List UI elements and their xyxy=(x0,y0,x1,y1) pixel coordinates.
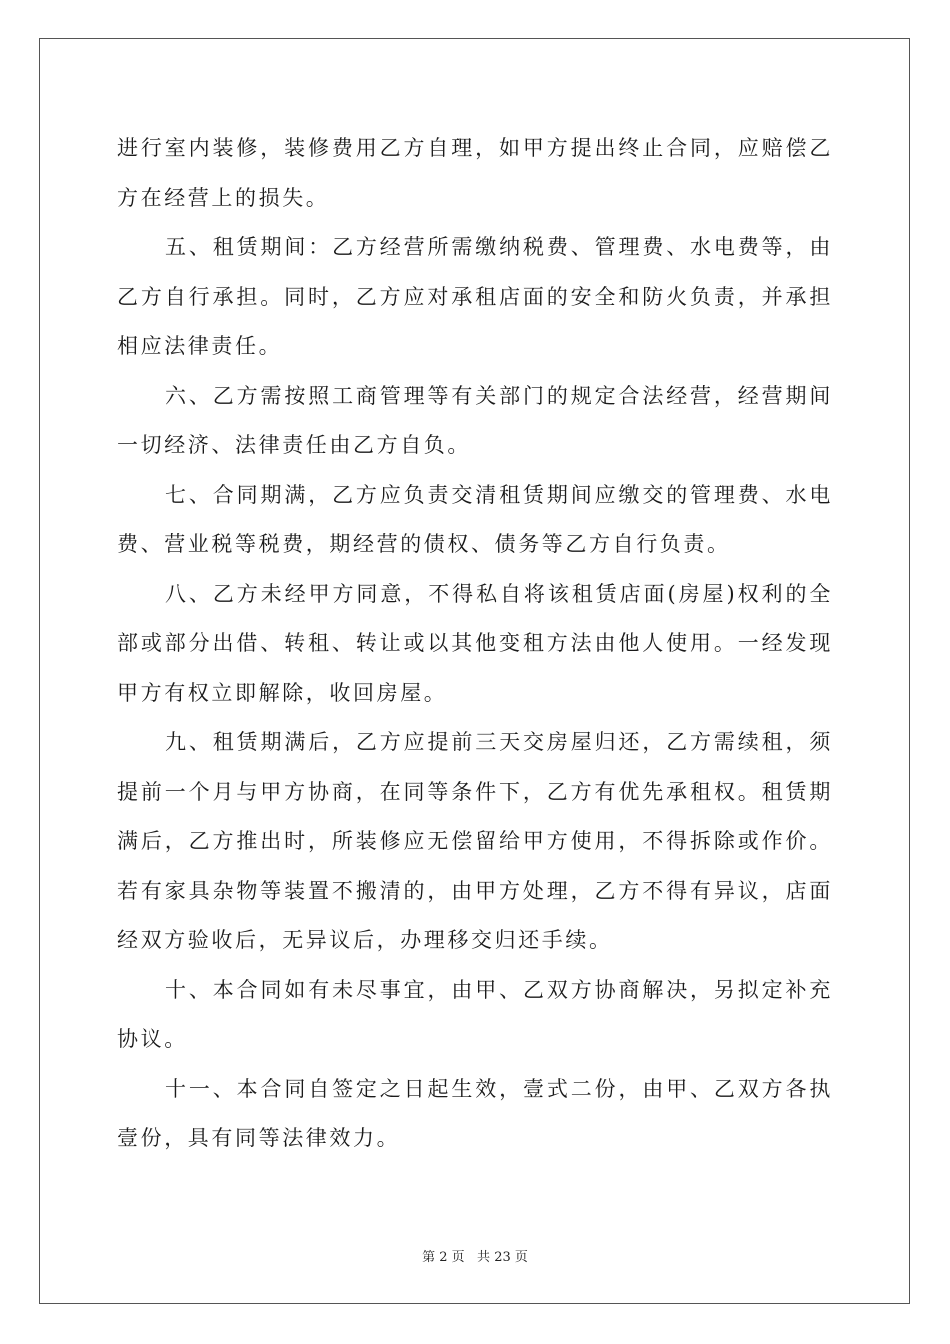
paragraph-clause-7: 七、合同期满，乙方应负责交清租赁期间应缴交的管理费、水电费、营业税等税费，期经营的债权、债务等乙方自行负责。 xyxy=(117,482,833,556)
paragraph-clause-9: 九、租赁期满后，乙方应提前三天交房屋归还，乙方需续租，须提前一个月与甲方协商，在同等条件下，乙方有优先承租权。租赁期满后，乙方推出时，所装修应无偿留给甲方使用，不得拆除或作价。若有家具杂物等装置不搬清的，由甲方处理，乙方不得有异议，店面经双方验收后，无异议后，办理移交归还手续。 xyxy=(117,730,833,952)
paragraph-clause-8: 八、乙方未经甲方同意，不得私自将该租赁店面(房屋)权利的全部或部分出借、转租、转让或以其他变租方法由他人使用。一经发现甲方有权立即解除，收回房屋。 xyxy=(117,581,833,705)
paragraph-clause-11: 十一、本合同自签定之日起生效，壹式二份，由甲、乙双方各执壹份，具有同等法律效力。 xyxy=(117,1076,833,1150)
document-body xyxy=(117,124,833,1164)
page-footer xyxy=(0,1246,950,1265)
paragraph-clause-10: 十、本合同如有未尽事宜，由甲、乙双方协商解决，另拟定补充协议。 xyxy=(117,977,833,1051)
page-number-label: 第 2 页 共 23 页 xyxy=(422,1250,528,1265)
paragraph-clause-6: 六、乙方需按照工商管理等有关部门的规定合法经营，经营期间一切经济、法律责任由乙方自负。 xyxy=(117,383,833,457)
paragraph-1: 进行室内装修，装修费用乙方自理，如甲方提出终止合同，应赔偿乙方在经营上的损失。 xyxy=(117,136,833,210)
paragraph-clause-5: 五、租赁期间：乙方经营所需缴纳税费、管理费、水电费等，由乙方自行承担。同时，乙方应对承租店面的安全和防火负责，并承担相应法律责任。 xyxy=(117,235,833,358)
